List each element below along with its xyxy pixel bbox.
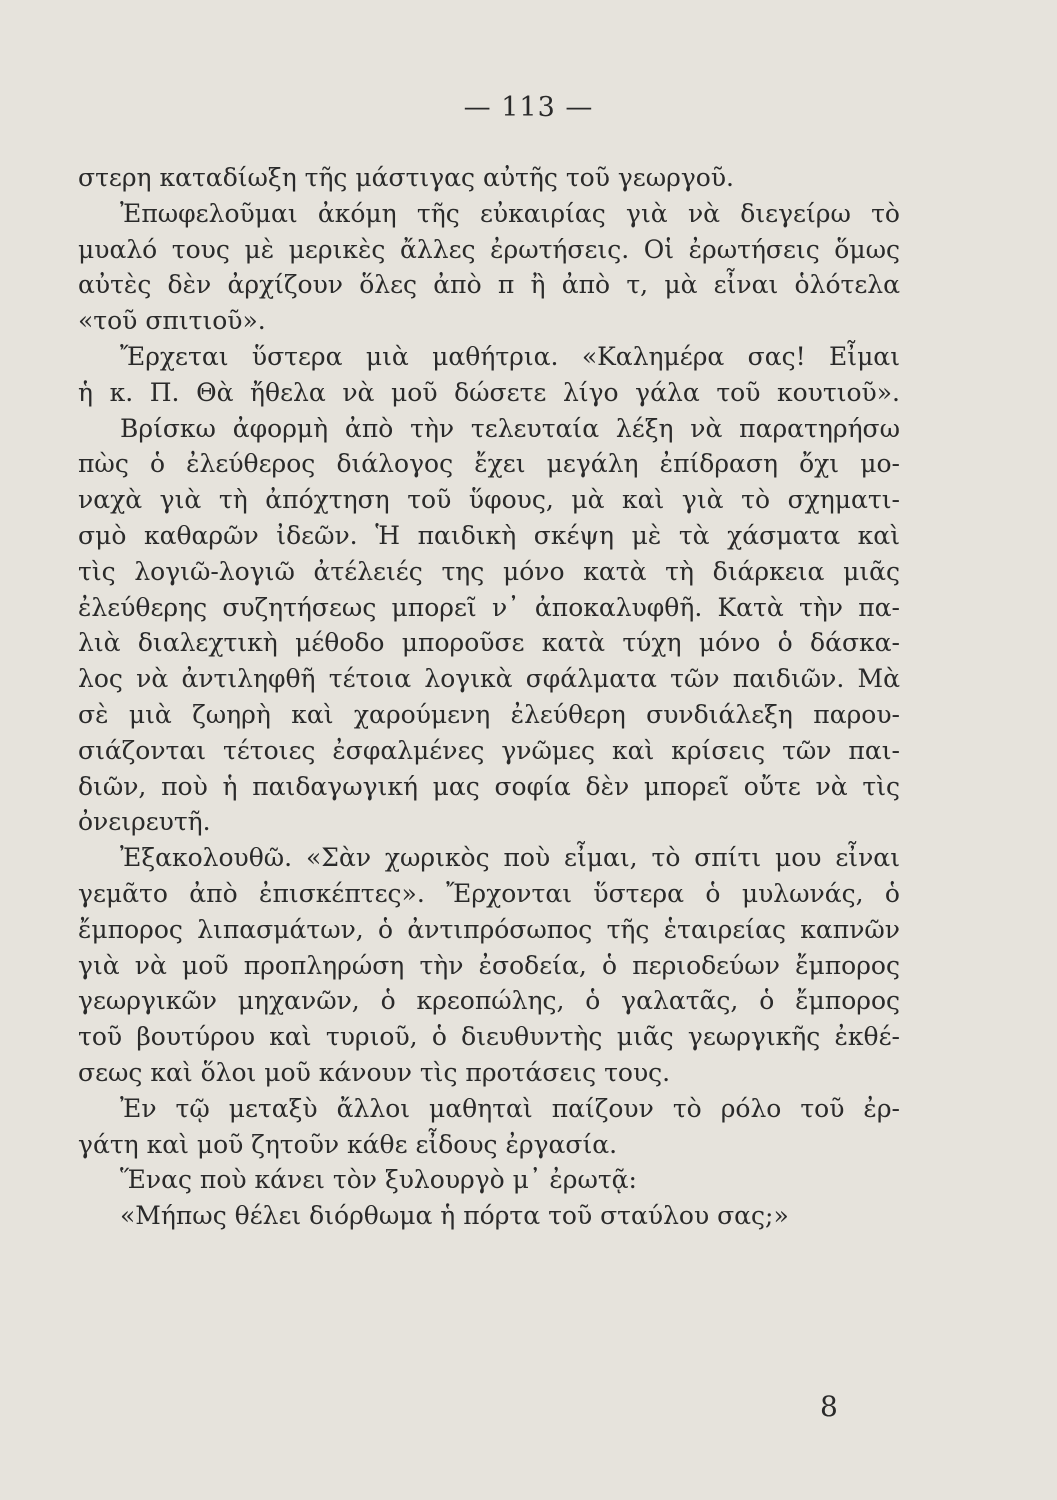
text-line: διῶν, ποὺ ἡ παιδαγωγική μας σοφία δὲν μπορεῖ οὔτε νὰ τὶς — [78, 771, 900, 801]
text-line: ἡ κ. Π. Θὰ ἤθελα νὰ μοῦ δώσετε λίγο γάλα τοῦ κουτιοῦ». — [78, 377, 900, 407]
text-line: ἔμπορος λιπασμάτων, ὁ ἀντιπρόσωπος τῆς ἑταιρείας καπνῶν — [78, 914, 900, 944]
text-line: γάτη καὶ μοῦ ζητοῦν κάθε εἶδους ἐργασία. — [78, 1129, 618, 1159]
text-line: Βρίσκω ἀφορμὴ ἀπὸ τὴν τελευταία λέξη νὰ παρατηρήσω — [120, 413, 900, 443]
text-line: γιὰ νὰ μοῦ προπληρώση τὴν ἐσοδεία, ὁ περιοδεύων ἔμπορος — [78, 950, 900, 980]
text-line: λιὰ διαλεχτικὴ μέθοδο μποροῦσε κατὰ τύχη μόνο ὁ δάσκα- — [78, 628, 900, 658]
text-line: ὀνειρευτῆ. — [78, 807, 211, 837]
text-line: σιάζονται τέτοιες ἐσφαλμένες γνῶμες καὶ κρίσεις τῶν παι- — [78, 735, 900, 765]
text-line: «τοῦ σπιτιοῦ». — [78, 306, 266, 336]
text-line: Ἐπωφελοῦμαι ἀκόμη τῆς εὐκαιρίας γιὰ νὰ διεγείρω τὸ — [120, 198, 900, 228]
text-line: τὶς λογιῶ-λογιῶ ἀτέλειές της μόνο κατὰ τὴ διάρκεια μιᾶς — [78, 556, 900, 586]
text-line: γεωργικῶν μηχανῶν, ὁ κρεοπώλης, ὁ γαλατᾶς, ὁ ἔμπορος — [78, 986, 900, 1016]
text-line: γεμᾶτο ἀπὸ ἐπισκέπτες». Ἔρχονται ὕστερα ὁ μυλωνάς, ὁ — [78, 878, 900, 908]
text-line: σεως καὶ ὅλοι μοῦ κάνουν τὶς προτάσεις τους. — [78, 1057, 671, 1087]
body-text — [78, 160, 900, 1234]
page-number-header: — 113 — — [463, 92, 594, 123]
text-line: πὼς ὁ ἐλεύθερος διάλογος ἔχει μεγάλη ἐπίδραση ὄχι μο- — [78, 449, 900, 479]
text-line: Ἔρχεται ὕστερα μιὰ μαθήτρια. «Καλημέρα σας! Εἶμαι — [120, 341, 900, 371]
text-line: Ἐν τῷ μεταξὺ ἄλλοι μαθηταὶ παίζουν τὸ ρόλο τοῦ ἐρ- — [120, 1093, 900, 1123]
text-line: σμὸ καθαρῶν ἰδεῶν. Ἡ παιδικὴ σκέψη μὲ τὰ χάσματα καὶ — [78, 520, 900, 550]
text-line: ναχὰ γιὰ τὴ ἀπόχτηση τοῦ ὕφους, μὰ καὶ γιὰ τὸ σχηματι- — [78, 485, 900, 515]
text-line: «Μήπως θέλει διόρθωμα ἡ πόρτα τοῦ σταύλου σας;» — [120, 1201, 789, 1231]
text-line: αὐτὲς δὲν ἀρχίζουν ὅλες ἀπὸ π ἢ ἀπὸ τ, μὰ εἶναι ὁλότελα — [78, 270, 900, 300]
text-line: λος νὰ ἀντιληφθῆ τέτοια λογικὰ σφάλματα τῶν παιδιῶν. Μὰ — [78, 664, 900, 694]
text-line: μυαλό τους μὲ μερικὲς ἄλλες ἐρωτήσεις. Οἱ ἐρωτήσεις ὅμως — [78, 234, 900, 264]
text-line: στερη καταδίωξη τῆς μάστιγας αὐτῆς τοῦ γεωργοῦ. — [78, 163, 734, 192]
signature-mark: 8 — [820, 1390, 838, 1423]
text-line: Ἐξακολουθῶ. «Σὰν χωρικὸς ποὺ εἶμαι, τὸ σπίτι μου εἶναι — [120, 843, 900, 873]
text-line: Ἕνας ποὺ κάνει τὸν ξυλουργὸ μ᾽ ἐρωτᾷ: — [120, 1165, 637, 1195]
text-line: σὲ μιὰ ζωηρὴ καὶ χαρούμενη ἐλεύθερη συνδιάλεξη παρου- — [78, 699, 900, 729]
text-line: τοῦ βουτύρου καὶ τυριοῦ, ὁ διευθυντὴς μιᾶς γεωργικῆς ἐκθέ- — [78, 1022, 900, 1052]
text-line: ἐλεύθερης συζητήσεως μπορεῖ ν᾽ ἀποκαλυφθῆ. Κατὰ τὴν πα- — [78, 592, 900, 622]
